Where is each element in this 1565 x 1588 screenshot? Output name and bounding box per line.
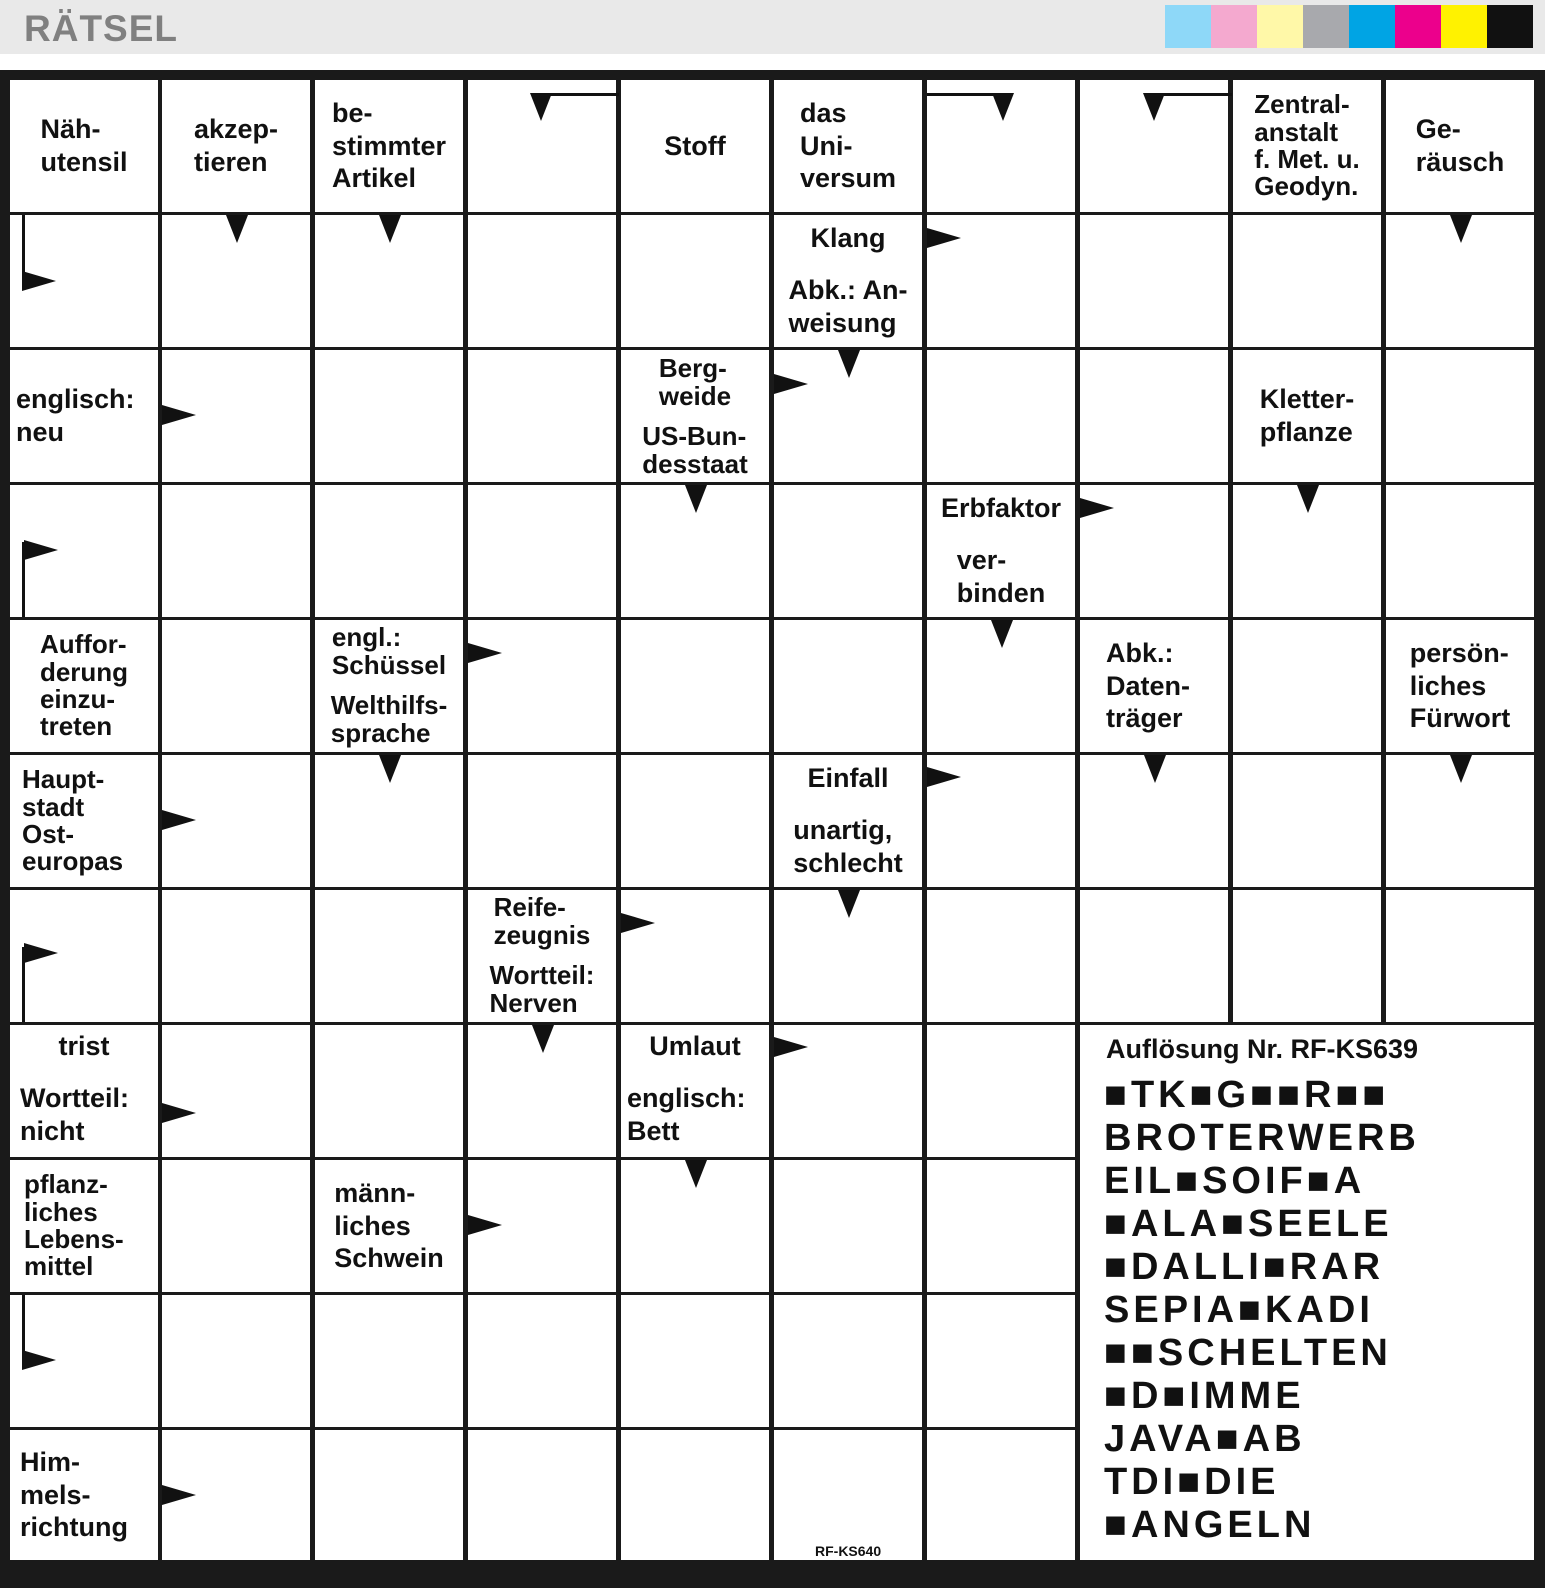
- answer-cell[interactable]: [621, 215, 769, 347]
- clue-akzeptieren: akzep- tieren: [162, 80, 310, 212]
- arrow-down-icon: [226, 215, 248, 243]
- solution-title: Auflösung Nr. RF-KS639: [1106, 1034, 1419, 1064]
- answer-cell[interactable]: [1233, 620, 1381, 752]
- puzzle-code: RF-KS640: [815, 1543, 882, 1559]
- arrow-stem: [541, 93, 619, 96]
- clue-fuerwort: persön- liches Fürwort: [1386, 620, 1534, 752]
- answer-cell[interactable]: [1233, 755, 1381, 887]
- answer-cell[interactable]: [774, 620, 922, 752]
- answer-cell[interactable]: [468, 350, 616, 482]
- bent-arrow-icon: [22, 1350, 56, 1370]
- answer-cell[interactable]: [1080, 215, 1228, 347]
- answer-cell[interactable]: [315, 890, 463, 1022]
- solution-row: ■TK■G■■R■■: [1104, 1074, 1390, 1116]
- answer-cell[interactable]: [774, 1295, 922, 1427]
- clue-bergweide: Berg- weide: [621, 350, 769, 415]
- arrow-right-icon: [927, 767, 961, 787]
- answer-cell[interactable]: [162, 890, 310, 1022]
- arrow-right-icon: [468, 1215, 502, 1235]
- clue-erbfaktor: Erbfaktor: [927, 485, 1075, 532]
- bent-arrow-icon: [24, 943, 58, 963]
- answer-cell[interactable]: [927, 1025, 1075, 1157]
- answer-cell[interactable]: [621, 1430, 769, 1560]
- answer-cell[interactable]: [468, 755, 616, 887]
- answer-cell[interactable]: [927, 1295, 1075, 1427]
- arrow-down-icon: [1450, 755, 1472, 783]
- answer-cell[interactable]: [162, 1295, 310, 1427]
- answer-cell[interactable]: [927, 1160, 1075, 1292]
- answer-cell[interactable]: [468, 1295, 616, 1427]
- page-title: RÄTSEL: [24, 8, 178, 49]
- clue-einfall: Einfall: [774, 755, 922, 802]
- header-bar: [0, 0, 1545, 54]
- answer-cell[interactable]: [774, 1160, 922, 1292]
- answer-cell[interactable]: [1233, 215, 1381, 347]
- bent-arrow-icon: [1143, 93, 1165, 121]
- answer-cell[interactable]: [621, 1295, 769, 1427]
- color-swatch: [1349, 5, 1395, 48]
- answer-cell[interactable]: [1080, 890, 1228, 1022]
- arrow-down-icon: [991, 620, 1013, 648]
- answer-cell[interactable]: [468, 485, 616, 617]
- clue-universum: das Uni- versum: [774, 80, 922, 212]
- answer-cell[interactable]: [468, 1430, 616, 1560]
- solution-row: ■DALLI■RAR: [1104, 1246, 1385, 1288]
- answer-cell[interactable]: [1386, 350, 1534, 482]
- bent-arrow-icon: [22, 271, 56, 291]
- arrow-right-icon: [162, 405, 196, 425]
- color-swatch: [1211, 5, 1257, 48]
- arrow-stem: [22, 1295, 25, 1355]
- answer-cell[interactable]: [1080, 350, 1228, 482]
- answer-cell[interactable]: [162, 1025, 310, 1157]
- clue-artikel: be- stimmter Artikel: [315, 80, 463, 212]
- clue-schwein: männ- liches Schwein: [315, 1160, 463, 1292]
- color-swatch: [1165, 5, 1211, 48]
- clue-nicht: Wortteil: nicht: [10, 1072, 158, 1157]
- answer-cell[interactable]: [315, 1295, 463, 1427]
- solution-row: JAVA■AB: [1104, 1418, 1306, 1460]
- arrow-right-icon: [927, 228, 961, 248]
- solution-row: TDI■DIE: [1104, 1461, 1280, 1503]
- arrow-right-icon: [162, 810, 196, 830]
- arrow-right-icon: [774, 1037, 808, 1057]
- answer-cell[interactable]: [927, 1430, 1075, 1560]
- color-swatch: [1303, 5, 1349, 48]
- answer-cell[interactable]: [927, 890, 1075, 1022]
- arrow-down-icon: [685, 1160, 707, 1188]
- answer-cell[interactable]: [774, 485, 922, 617]
- clue-klang: Klang: [774, 215, 922, 262]
- arrow-right-icon: [1080, 498, 1114, 518]
- solution-row: ■ANGELN: [1104, 1504, 1316, 1546]
- clue-kletterpflanze: Kletter- pflanze: [1233, 350, 1381, 482]
- answer-cell[interactable]: [621, 620, 769, 752]
- arrow-right-icon: [162, 1485, 196, 1505]
- solution-row: ■D■IMME: [1104, 1375, 1305, 1417]
- clue-anweisung: Abk.: An- weisung: [774, 266, 922, 347]
- arrow-down-icon: [685, 485, 707, 513]
- arrow-down-icon: [379, 215, 401, 243]
- arrow-stem: [22, 215, 25, 279]
- clue-trist: trist: [10, 1025, 158, 1068]
- clue-stoff: Stoff: [621, 80, 769, 212]
- bent-arrow-icon: [24, 540, 58, 560]
- answer-cell[interactable]: [468, 215, 616, 347]
- arrow-stem: [1154, 93, 1232, 96]
- answer-cell[interactable]: [315, 485, 463, 617]
- arrow-right-icon: [774, 374, 808, 394]
- answer-cell[interactable]: [162, 1160, 310, 1292]
- answer-cell[interactable]: [621, 890, 769, 1022]
- solution-row: ■■SCHELTEN: [1104, 1332, 1392, 1374]
- clue-hauptstadt: Haupt- stadt Ost- europas: [10, 755, 158, 887]
- solution-row: BROTERWERB: [1104, 1117, 1420, 1159]
- clue-zentralanstalt: Zentral- anstalt f. Met. u. Geodyn.: [1233, 80, 1381, 212]
- arrow-down-icon: [1297, 485, 1319, 513]
- color-swatches: [1165, 5, 1533, 48]
- arrow-down-icon: [1450, 215, 1472, 243]
- arrow-down-icon: [838, 350, 860, 378]
- clue-lebensmittel: pflanz- liches Lebens- mittel: [10, 1160, 158, 1292]
- color-swatch: [1257, 5, 1303, 48]
- clue-verbinden: ver- binden: [927, 536, 1075, 617]
- answer-cell[interactable]: [621, 755, 769, 887]
- solution-row: EIL■SOIF■A: [1104, 1160, 1366, 1202]
- clue-naehutensil: Näh- utensil: [10, 80, 158, 212]
- answer-cell[interactable]: [315, 350, 463, 482]
- solution-row: SEPIA■KADI: [1104, 1289, 1374, 1331]
- answer-cell[interactable]: [1233, 890, 1381, 1022]
- color-swatch: [1395, 5, 1441, 48]
- clue-neu: englisch: neu: [10, 350, 158, 482]
- arrow-right-icon: [162, 1103, 196, 1123]
- clue-aufforderung: Auffor- derung einzu- treten: [10, 620, 158, 752]
- clue-umlaut: Umlaut: [621, 1025, 769, 1068]
- arrow-down-icon: [838, 890, 860, 918]
- solution-row: ■ALA■SEELE: [1104, 1203, 1393, 1245]
- arrow-down-icon: [1144, 755, 1166, 783]
- arrow-right-icon: [468, 643, 502, 663]
- arrow-down-icon: [379, 755, 401, 783]
- clue-nerven: Wortteil: Nerven: [468, 957, 616, 1022]
- arrow-right-icon: [621, 913, 655, 933]
- bent-arrow-icon: [530, 93, 552, 121]
- answer-cell[interactable]: [162, 485, 310, 617]
- color-swatch: [1487, 5, 1533, 48]
- answer-cell[interactable]: [774, 1430, 922, 1560]
- answer-cell[interactable]: [315, 1430, 463, 1560]
- clue-datentraeger: Abk.: Daten- träger: [1080, 620, 1228, 752]
- answer-cell[interactable]: [468, 620, 616, 752]
- answer-cell[interactable]: [315, 1025, 463, 1157]
- clue-reifezeugnis: Reife- zeugnis: [468, 890, 616, 953]
- answer-cell[interactable]: [1386, 485, 1534, 617]
- clue-schuessel: engl.: Schüssel: [315, 620, 463, 683]
- arrow-down-icon: [532, 1025, 554, 1053]
- answer-cell[interactable]: [1386, 890, 1534, 1022]
- answer-cell[interactable]: [927, 350, 1075, 482]
- clue-welthilfssprache: Welthilfs- sprache: [315, 687, 463, 752]
- clue-geraeusch: Ge- räusch: [1386, 80, 1534, 212]
- clue-himmelsrichtung: Him- mels- richtung: [10, 1430, 158, 1560]
- bent-arrow-icon: [992, 93, 1014, 121]
- color-swatch: [1441, 5, 1487, 48]
- answer-cell[interactable]: [162, 620, 310, 752]
- clue-usbundesstaat: US-Bun- desstaat: [621, 419, 769, 482]
- clue-bett: englisch: Bett: [621, 1072, 769, 1157]
- clue-unartig: unartig, schlecht: [774, 806, 922, 887]
